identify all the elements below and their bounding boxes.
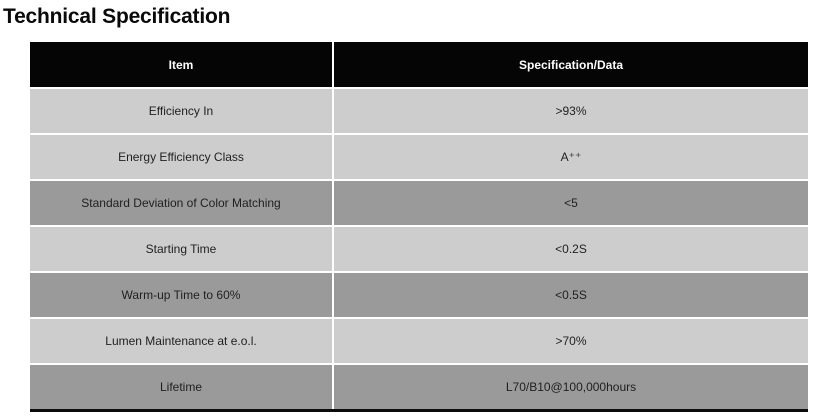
value-cell: A⁺⁺: [334, 135, 808, 179]
value-cell: L70/B10@100,000hours: [334, 365, 808, 409]
item-cell: Warm-up Time to 60%: [30, 273, 332, 317]
item-cell: Starting Time: [30, 227, 332, 271]
specification-table: [30, 42, 808, 412]
value-cell: <5: [334, 181, 808, 225]
item-cell: Efficiency In: [30, 89, 332, 133]
page-title: Technical Specification: [3, 5, 231, 28]
value-cell: <0.2S: [334, 227, 808, 271]
item-cell: Energy Efficiency Class: [30, 135, 332, 179]
value-cell: >93%: [334, 89, 808, 133]
table-header-item: Item: [30, 42, 332, 87]
item-cell: Standard Deviation of Color Matching: [30, 181, 332, 225]
item-cell: Lifetime: [30, 365, 332, 409]
value-cell: <0.5S: [334, 273, 808, 317]
table-header-spec: Specification/Data: [334, 42, 808, 87]
value-cell: >70%: [334, 319, 808, 363]
item-cell: Lumen Maintenance at e.o.l.: [30, 319, 332, 363]
